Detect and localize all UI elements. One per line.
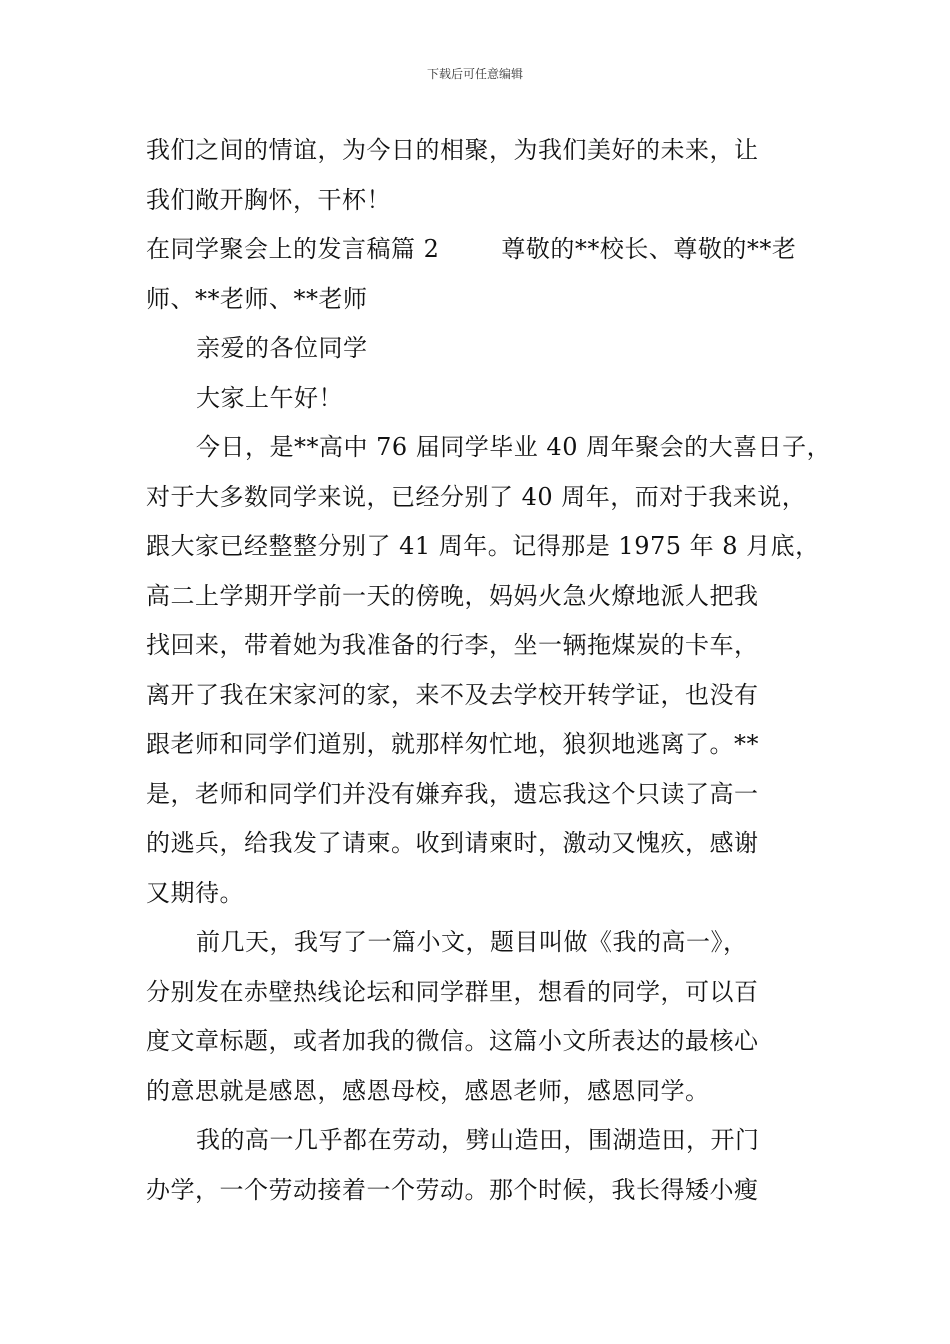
speech-title-line xyxy=(146,225,826,275)
text-line: 对于大多数同学来说，已经分别了 40 周年，而对于我来说， xyxy=(146,482,807,511)
text-line: 高二上学期开学前一天的傍晚，妈妈火急火燎地派人把我 xyxy=(146,581,759,610)
text-line: 前几天，我写了一篇小文，题目叫做《我的高一》， xyxy=(196,928,748,956)
text-line: 我们敞开胸怀，干杯！ xyxy=(146,185,391,214)
greeting-line: 大家上午好！ xyxy=(196,383,343,412)
text-line: 今日，是**高中 76 届同学毕业 40 周年聚会的大喜日子， xyxy=(196,433,832,461)
text-line: 的意思就是感恩，感恩母校，感恩老师，感恩同学。 xyxy=(146,1076,710,1105)
text-line: 我的高一几乎都在劳动，劈山造田，围湖造田，开门 xyxy=(196,1126,760,1154)
speech-title: 在同学聚会上的发言稿篇 2 xyxy=(146,235,440,263)
text-line: 师、**老师、**老师 xyxy=(146,284,368,313)
page-header: 下载后可任意编辑 xyxy=(426,67,523,81)
text-line: 找回来，带着她为我准备的行李，坐一辆拖煤炭的卡车， xyxy=(146,631,759,659)
text-line: 办学，一个劳动接着一个劳动。那个时候，我长得矮小瘦 xyxy=(146,1175,759,1204)
text-line: 跟老师和同学们道别，就那样匆忙地，狼狈地逃离了。** xyxy=(146,730,759,758)
document-body xyxy=(146,126,832,1215)
text-line: 跟大家已经整整分别了 41 周年。记得那是 1975 年 8 月底， xyxy=(146,532,820,560)
salutation-text: 尊敬的**校长、尊敬的**老 xyxy=(501,235,797,263)
text-line: 是，老师和同学们并没有嫌弃我，遗忘我这个只读了高一 xyxy=(146,779,759,808)
text-line: 离开了我在宋家河的家，来不及去学校开转学证，也没有 xyxy=(146,680,759,709)
greeting-line: 亲爱的各位同学 xyxy=(196,334,368,362)
text-line: 又期待。 xyxy=(146,878,244,907)
text-line: 度文章标题，或者加我的微信。这篇小文所表达的最核心 xyxy=(146,1027,759,1055)
text-line: 分别发在赤壁热线论坛和同学群里，想看的同学，可以百 xyxy=(146,977,759,1006)
text-line: 的逃兵，给我发了请柬。收到请柬时，激动又愧疚，感谢 xyxy=(146,829,759,857)
text-line: 我们之间的情谊，为今日的相聚，为我们美好的未来，让 xyxy=(146,136,759,164)
